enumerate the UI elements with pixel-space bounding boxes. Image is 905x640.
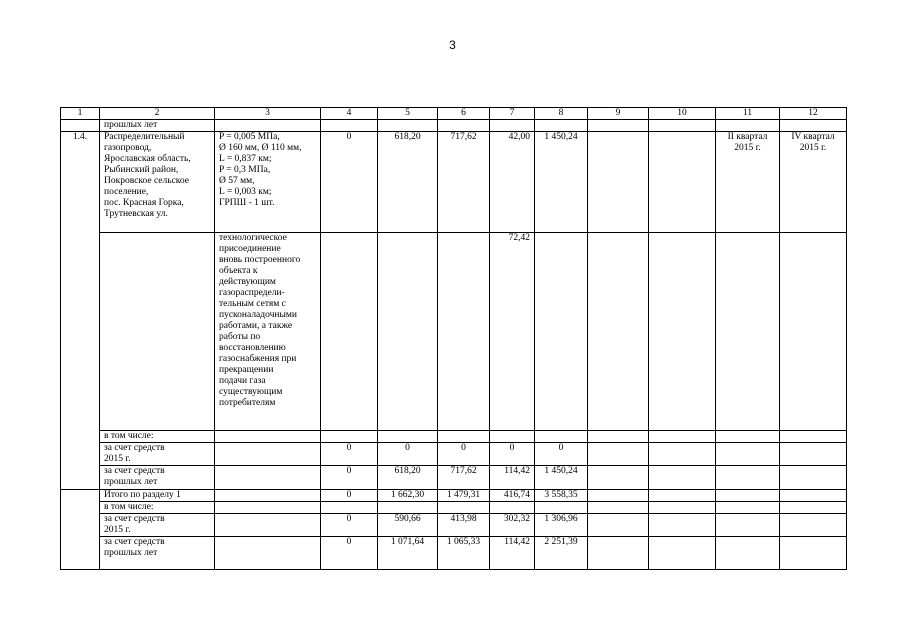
cell — [588, 537, 649, 570]
item-number: 1.4. — [61, 132, 100, 490]
col-header: 5 — [378, 108, 438, 120]
cell — [780, 466, 847, 490]
cell: 72,42 — [490, 233, 535, 431]
cell: 717,62 — [438, 466, 490, 490]
cell — [649, 233, 716, 431]
cell: IV квартал 2015 г. — [780, 132, 847, 233]
col-header: 6 — [438, 108, 490, 120]
table-row — [61, 502, 847, 514]
table-row — [61, 132, 847, 233]
cell: 1 450,24 — [535, 466, 588, 490]
cell — [780, 514, 847, 537]
table-row — [61, 431, 847, 443]
cell — [588, 233, 649, 431]
data-table — [60, 107, 847, 570]
cell — [321, 502, 378, 514]
cell: 2 251,39 — [535, 537, 588, 570]
cell — [438, 233, 490, 431]
cell — [588, 431, 649, 443]
cell: 0 — [321, 466, 378, 490]
cell: 416,74 — [490, 490, 535, 502]
cell — [535, 120, 588, 132]
cell — [780, 443, 847, 466]
cell — [215, 490, 321, 502]
cell — [588, 502, 649, 514]
cell: 0 — [535, 443, 588, 466]
cell — [588, 466, 649, 490]
col-header: 12 — [780, 108, 847, 120]
cell — [490, 120, 535, 132]
cell: 0 — [321, 443, 378, 466]
cell — [215, 514, 321, 537]
cell: 0 — [321, 514, 378, 537]
cell — [780, 233, 847, 431]
cell: 618,20 — [378, 132, 438, 233]
cell — [649, 132, 716, 233]
cell — [215, 120, 321, 132]
cell: за счет средств 2015 г. — [100, 514, 215, 537]
table-row — [61, 466, 847, 490]
object-name: Распределительный газопровод, Ярославская область, Рыбинский район, Покровское сельское поселение, пос. Красная Горка, Трутневская ул. — [100, 132, 215, 233]
cell: 1 065,33 — [438, 537, 490, 570]
cell: 3 558,35 — [535, 490, 588, 502]
cell: 0 — [378, 443, 438, 466]
cell: 717,62 — [438, 132, 490, 233]
col-header: 11 — [716, 108, 780, 120]
cell — [438, 502, 490, 514]
cell: 618,20 — [378, 466, 438, 490]
cell: 42,00 — [490, 132, 535, 233]
cell — [716, 537, 780, 570]
cell — [378, 502, 438, 514]
cell: 590,66 — [378, 514, 438, 537]
cell: 1 071,64 — [378, 537, 438, 570]
cell — [649, 466, 716, 490]
cell — [438, 120, 490, 132]
cell — [716, 431, 780, 443]
cell: 0 — [321, 537, 378, 570]
cell — [588, 490, 649, 502]
col-header: 7 — [490, 108, 535, 120]
cell — [378, 233, 438, 431]
cell — [378, 120, 438, 132]
cell: 0 — [321, 132, 378, 233]
table-row — [61, 490, 847, 502]
header-row — [61, 108, 847, 120]
cell — [780, 502, 847, 514]
cell: 1 450,24 — [535, 132, 588, 233]
cell — [780, 490, 847, 502]
cell — [321, 120, 378, 132]
cell — [100, 233, 215, 431]
cell: 302,32 — [490, 514, 535, 537]
cell — [780, 537, 847, 570]
cell — [490, 431, 535, 443]
cell: 1 662,30 — [378, 490, 438, 502]
cell — [588, 443, 649, 466]
cell — [588, 514, 649, 537]
cell — [716, 502, 780, 514]
cell — [649, 490, 716, 502]
cell — [535, 431, 588, 443]
cell: 0 — [438, 443, 490, 466]
cell — [780, 431, 847, 443]
cell — [588, 120, 649, 132]
cell: за счет средств прошлых лет — [100, 537, 215, 570]
cell: прошлых лет — [100, 120, 215, 132]
cell: II квартал 2015 г. — [716, 132, 780, 233]
cell — [780, 120, 847, 132]
cell: 413,98 — [438, 514, 490, 537]
table-row — [61, 514, 847, 537]
cell — [649, 431, 716, 443]
cell — [438, 431, 490, 443]
section-total-label: Итого по разделу 1 — [100, 490, 215, 502]
col-header: 9 — [588, 108, 649, 120]
cell — [490, 502, 535, 514]
cell — [649, 443, 716, 466]
cell — [716, 466, 780, 490]
table-row — [61, 120, 847, 132]
col-header: 4 — [321, 108, 378, 120]
col-header: 3 — [215, 108, 321, 120]
table-row — [61, 233, 847, 431]
cell — [215, 466, 321, 490]
table-row — [61, 537, 847, 570]
cell — [649, 502, 716, 514]
table-row — [61, 443, 847, 466]
col-header: 10 — [649, 108, 716, 120]
page-number: 3 — [449, 38, 456, 52]
cell — [649, 537, 716, 570]
cell — [716, 514, 780, 537]
cell — [321, 233, 378, 431]
cell — [215, 537, 321, 570]
cell: 1 306,96 — [535, 514, 588, 537]
cell: 0 — [490, 443, 535, 466]
cell: за счет средств прошлых лет — [100, 466, 215, 490]
tech-connection-text: технологическое присоединение вновь построенного объекта к действующим газораспредели- тельным сетям с пусконаладочными работами, а также работы по восстановлению газоснабжения при прекращении подачи газа существующим потребителям — [215, 233, 321, 431]
cell: 1 479,31 — [438, 490, 490, 502]
cell — [61, 120, 100, 132]
cell — [716, 490, 780, 502]
cell — [378, 431, 438, 443]
cell: за счет средств 2015 г. — [100, 443, 215, 466]
cell — [716, 233, 780, 431]
cell: 114,42 — [490, 466, 535, 490]
cell — [215, 431, 321, 443]
col-header: 2 — [100, 108, 215, 120]
col-header: 1 — [61, 108, 100, 120]
cell — [535, 233, 588, 431]
cell — [649, 514, 716, 537]
cell — [588, 132, 649, 233]
cell: 0 — [321, 490, 378, 502]
cell — [649, 120, 716, 132]
cell: в том числе: — [100, 431, 215, 443]
cell — [61, 490, 100, 570]
cell — [215, 443, 321, 466]
cell: в том числе: — [100, 502, 215, 514]
col-header: 8 — [535, 108, 588, 120]
specs: P = 0,005 МПа, Ø 160 мм, Ø 110 мм, L = 0,837 км; P = 0,3 МПа, Ø 57 мм, L = 0,003 км; ГРПШ - 1 шт. — [215, 132, 321, 233]
cell — [215, 502, 321, 514]
cell — [716, 120, 780, 132]
cell: 114,42 — [490, 537, 535, 570]
cell — [321, 431, 378, 443]
cell — [535, 502, 588, 514]
cell — [716, 443, 780, 466]
